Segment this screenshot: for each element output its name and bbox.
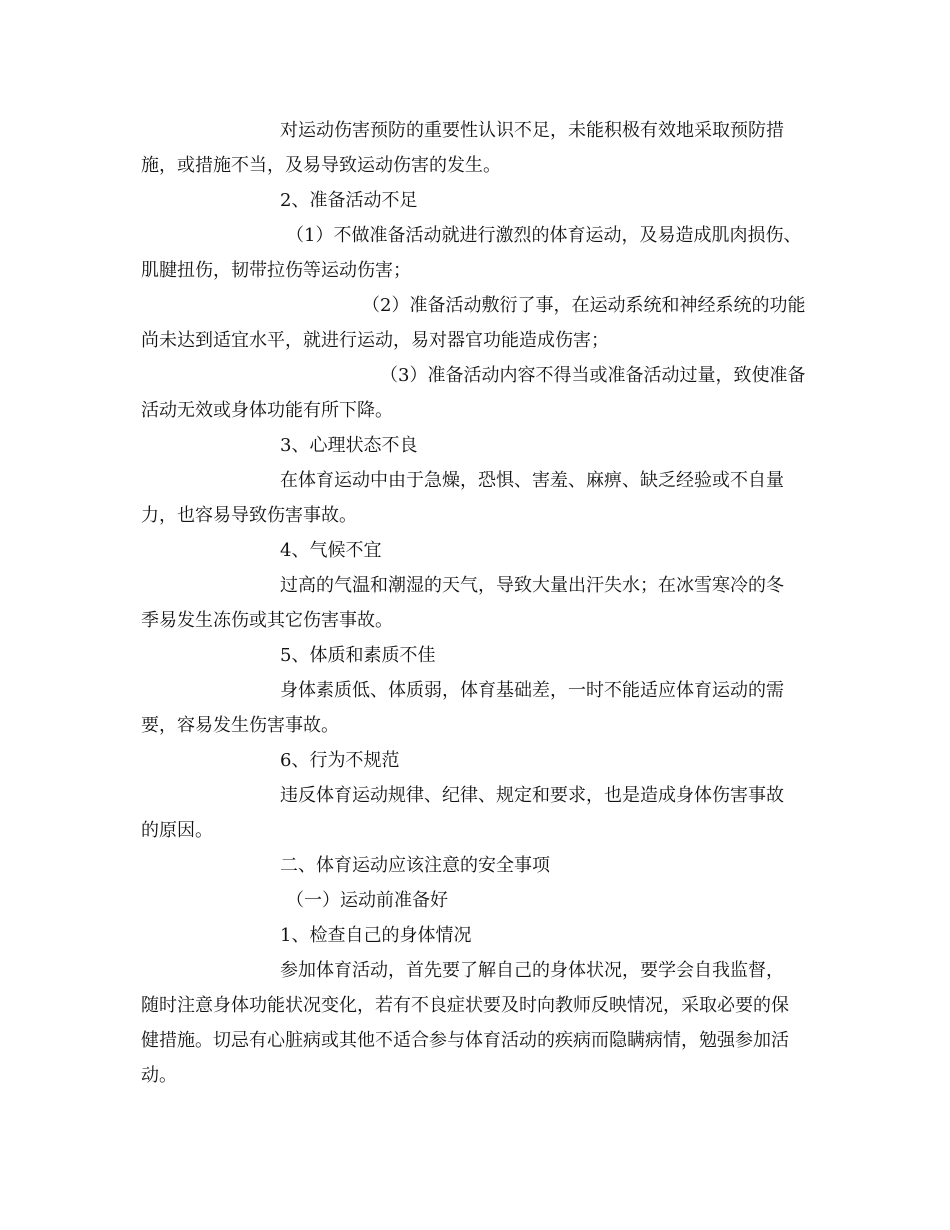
paragraph-line: （2）准备活动敷衍了事，在运动系统和神经系统的功能 xyxy=(362,295,806,316)
paragraph-line: 要，容易发生伤害事故。 xyxy=(141,715,339,736)
paragraph-line: 动。 xyxy=(141,1065,177,1086)
paragraph-line: 身体素质低、体质弱，体育基础差，一时不能适应体育运动的需 xyxy=(280,680,784,701)
paragraph-line: 活动无效或身体功能有所下降。 xyxy=(141,400,393,421)
paragraph-line: （1）不做准备活动就进行激烈的体育运动，及易造成肌肉损伤、 xyxy=(286,225,802,246)
paragraph-line: 对运动伤害预防的重要性认识不足，未能积极有效地采取预防措 xyxy=(280,120,784,141)
section-heading: 二、体育运动应该注意的安全事项 xyxy=(280,855,550,876)
section-heading: 3、心理状态不良 xyxy=(280,435,418,456)
paragraph-line: 过高的气温和潮湿的天气，导致大量出汗失水；在冰雪寒冷的冬 xyxy=(280,575,784,596)
paragraph-line: （3）准备活动内容不得当或准备活动过量，致使准备 xyxy=(380,365,806,386)
paragraph-line: 施，或措施不当，及易导致运动伤害的发生。 xyxy=(141,155,501,176)
paragraph-line: 参加体育活动，首先要了解自己的身体状况，要学会自我监督， xyxy=(280,960,784,981)
paragraph-line: 力，也容易导致伤害事故。 xyxy=(141,505,357,526)
section-heading: 2、准备活动不足 xyxy=(280,190,418,211)
paragraph-line: 肌腱扭伤，韧带拉伤等运动伤害； xyxy=(141,260,411,281)
subsection-heading: （一）运动前准备好 xyxy=(286,890,448,911)
paragraph-line: 随时注意身体功能状况变化，若有不良症状要及时向教师反映情况，采取必要的保 xyxy=(141,995,789,1016)
paragraph-line: 健措施。切忌有心脏病或其他不适合参与体育活动的疾病而隐瞒病情，勉强参加活 xyxy=(141,1030,789,1051)
section-heading: 6、行为不规范 xyxy=(280,750,400,771)
paragraph-line: 在体育运动中由于急燥，恐惧、害羞、麻痹、缺乏经验或不自量 xyxy=(280,470,784,491)
section-heading: 5、体质和素质不佳 xyxy=(280,645,436,666)
paragraph-line: 违反体育运动规律、纪律、规定和要求，也是造成身体伤害事故 xyxy=(280,785,784,806)
subsection-heading: 1、检查自己的身体情况 xyxy=(280,925,472,946)
paragraph-line: 季易发生冻伤或其它伤害事故。 xyxy=(141,610,393,631)
paragraph-line: 的原因。 xyxy=(141,820,213,841)
paragraph-line: 尚未达到适宜水平，就进行运动，易对器官功能造成伤害； xyxy=(141,330,609,351)
section-heading: 4、气候不宜 xyxy=(280,540,382,561)
